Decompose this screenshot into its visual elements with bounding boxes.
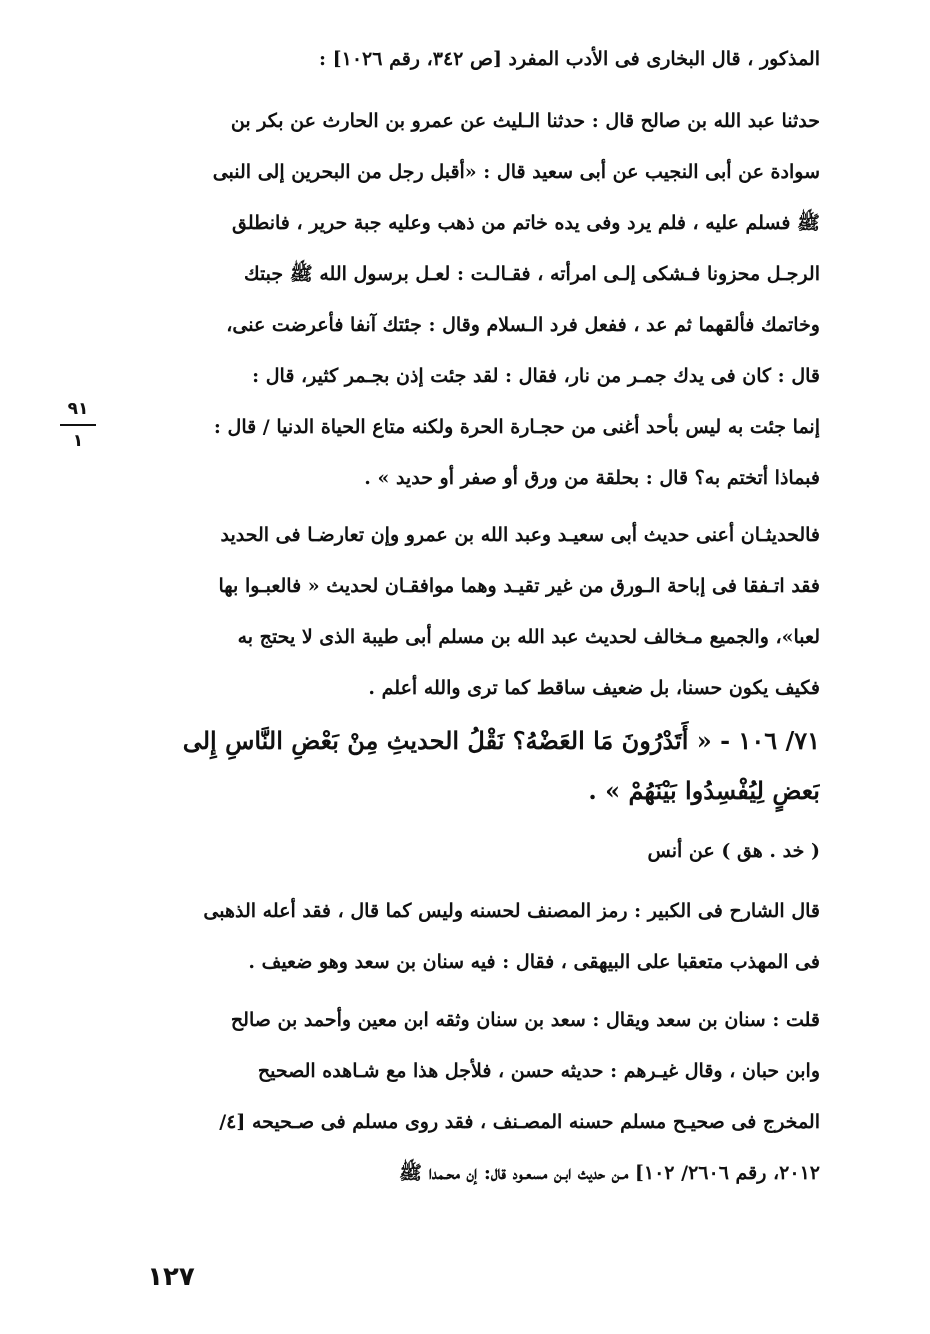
text-line: الرجـل محزونا فـشكى إلـى امرأته ، فقـالـت : لعـل برسول الله ﷺ جبتك (243, 263, 820, 285)
text-line: وخاتمك فألقهما ثم عد ، ففعل فرد الـسلام وقال : جئتك آنفا فأعرضت عنى، (226, 314, 820, 336)
text-line: قال الشارح فى الكبير : رمز المصنف لحسنه وليس كما قال ، فقد أعله الذهبى (203, 900, 820, 922)
paragraph-intro (100, 34, 820, 85)
hadith-source (100, 826, 820, 877)
margin-volume-page-note (60, 398, 96, 452)
paragraph-author-comment (100, 995, 820, 1199)
paragraph-sharih-comment (100, 886, 820, 988)
paragraph-hadith-narration (100, 96, 820, 504)
text-line: المخرج فى صحيـح مسلم حسنه المصـنف ، فقد روى مسلم فى صـحيحه [٤/ (219, 1111, 820, 1133)
text-line: فكيف يكون حسنا، بل ضعيف ساقط كما ترى والله أعلم . (368, 677, 820, 699)
text-line: المذكور ، قال البخارى فى الأدب المفرد [ص ٣٤٢، رقم ١٠٢٦] : (319, 48, 820, 70)
text-line: فالحديثـان أعنى حديث أبى سعيـد وعبد الله بن عمرو وإن تعارضـا فى الحديد (220, 524, 820, 546)
text-line: ٧١/ ١٠٦ - « أَتَدْرُونَ مَا العَضْهُ؟ نَقْلُ الحديثِ مِنْ بَعْضِ النَّاسِ إِلى (182, 726, 820, 755)
text-line: ٢٠١٢، رقم ٢٦٠٦/ ١٠٢] مـن حديث ابـن مسعـود قال: إن محـمدا ﷺ (399, 1162, 820, 1184)
text-line: فقد اتـفقا فى إباحة الـورق من غير تقيـد وهما موافقـان لحديث « فالعبـوا بها (218, 575, 820, 597)
hadith-heading (100, 716, 820, 816)
text-line: قلت : سنان بن سعد ويقال : سعد بن سنان وثقه ابن معين وأحمد بن صالح (230, 1009, 820, 1031)
text-line: ﷺ فسلم عليه ، فلم يرد وفى يده خاتم من ذهب وعليه جبة حرير ، فانطلق (231, 212, 820, 234)
text-line: إنما جئت به ليس بأحد أغنى من حجـارة الحرة ولكنه متاع الحياة الدنيا / قال : (213, 416, 820, 438)
text-line: ( خد . هق ) عن أنس (647, 840, 820, 862)
margin-note-bottom: ١ (72, 431, 84, 451)
text-line: قال : كان فى يدك جمـر من نار، فقال : لقد جئت إذن بجـمر كثير، قال : (252, 365, 820, 387)
text-line: فى المهذب متعقبا على البيهقى ، فقال : فيه سنان بن سعد وهو ضعيف . (248, 951, 820, 973)
text-line: سوادة عن أبى النجيب عن أبى سعيد قال : «أقبل رجل من البحرين إلى النبى (212, 161, 820, 183)
text-line: فبماذا أتختم به؟ قال : بحلقة من ورق أو صفر أو حديد » . (364, 467, 820, 489)
text-line: بَعضٍ لِيُفْسِدُوا بَيْنَهُمْ » . (588, 776, 820, 805)
text-line: حدثنا عبد الله بن صالح قال : حدثنا الـليث عن عمرو بن الحارث عن بكر بن (230, 110, 820, 132)
margin-note-rule (60, 424, 96, 426)
margin-note-top: ٩١ (67, 399, 89, 419)
page-number: ١٢٧ (147, 1262, 195, 1292)
text-line: لعبا»، والجميع مـخالف لحديث عبد الله بن مسلم أبى طيبة الذى لا يحتج به (237, 626, 820, 648)
paragraph-commentary (100, 510, 820, 714)
text-line: وابن حبان ، وقال غيـرهم : حديثه حسن ، فلأجل هذا مع شـاهده الصحيح (257, 1060, 820, 1082)
